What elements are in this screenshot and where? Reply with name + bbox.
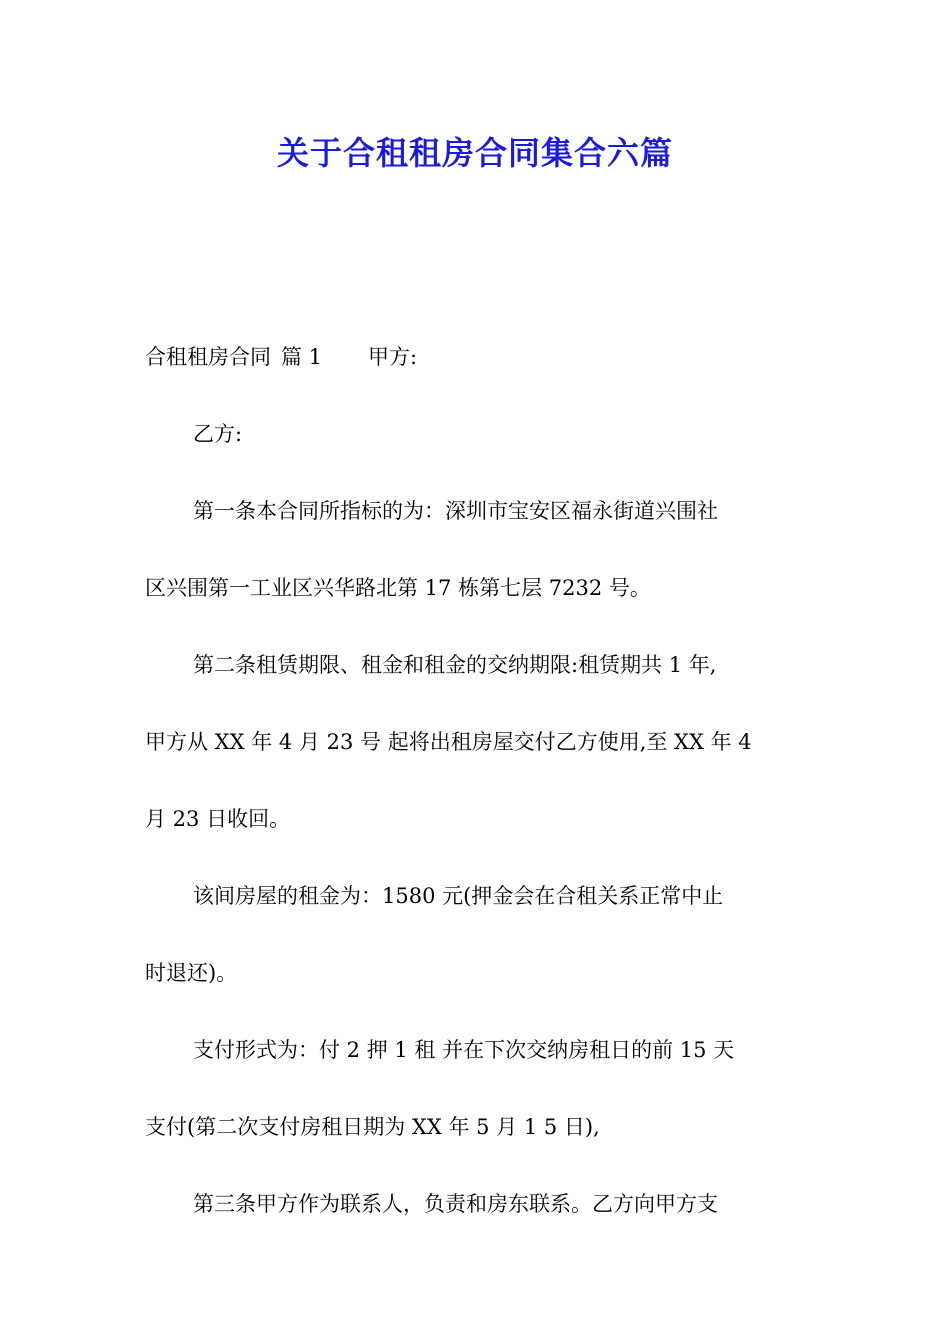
paragraph-line: 月 23 日收回。 bbox=[145, 807, 291, 831]
document-title: 关于合租租房合同集合六篇 bbox=[276, 134, 673, 172]
party-b-line bbox=[145, 415, 807, 453]
party-b-label: 乙方: bbox=[193, 422, 243, 446]
paragraph-line: 第三条甲方作为联系人，负责和房东联系。乙方向甲方支 bbox=[193, 1192, 718, 1216]
paragraph-line: 支付形式为：付 2 押 1 租 并在下次交纳房租日的前 15 天 bbox=[193, 1038, 735, 1062]
paragraph-line: 第一条本合同所指标的为：深圳市宝安区福永街道兴围社 bbox=[193, 499, 718, 523]
contract-heading: 合租租房合同 bbox=[145, 345, 271, 369]
paragraph-line: 甲方从 XX 年 4 月 23 号 起将出租房屋交付乙方使用,至 XX 年 4 bbox=[145, 730, 752, 754]
party-a-label: 甲方: bbox=[368, 345, 418, 369]
paragraph-line: 区兴围第一工业区兴华路北第 17 栋第七层 7232 号。 bbox=[145, 576, 651, 600]
paragraph-line: 支付(第二次支付房租日期为 XX 年 5 月 1 5 日), bbox=[145, 1115, 600, 1139]
paragraph-line: 该间房屋的租金为：1580 元(押金会在合租关系正常中止 bbox=[193, 884, 724, 908]
paragraph-line: 时退还)。 bbox=[145, 961, 238, 985]
heading-line bbox=[145, 338, 807, 376]
paragraph-line: 第二条租赁期限、租金和租金的交纳期限:租赁期共 1 年, bbox=[193, 653, 717, 677]
contract-part: 篇 1 bbox=[281, 345, 323, 369]
document-body bbox=[145, 338, 807, 1262]
